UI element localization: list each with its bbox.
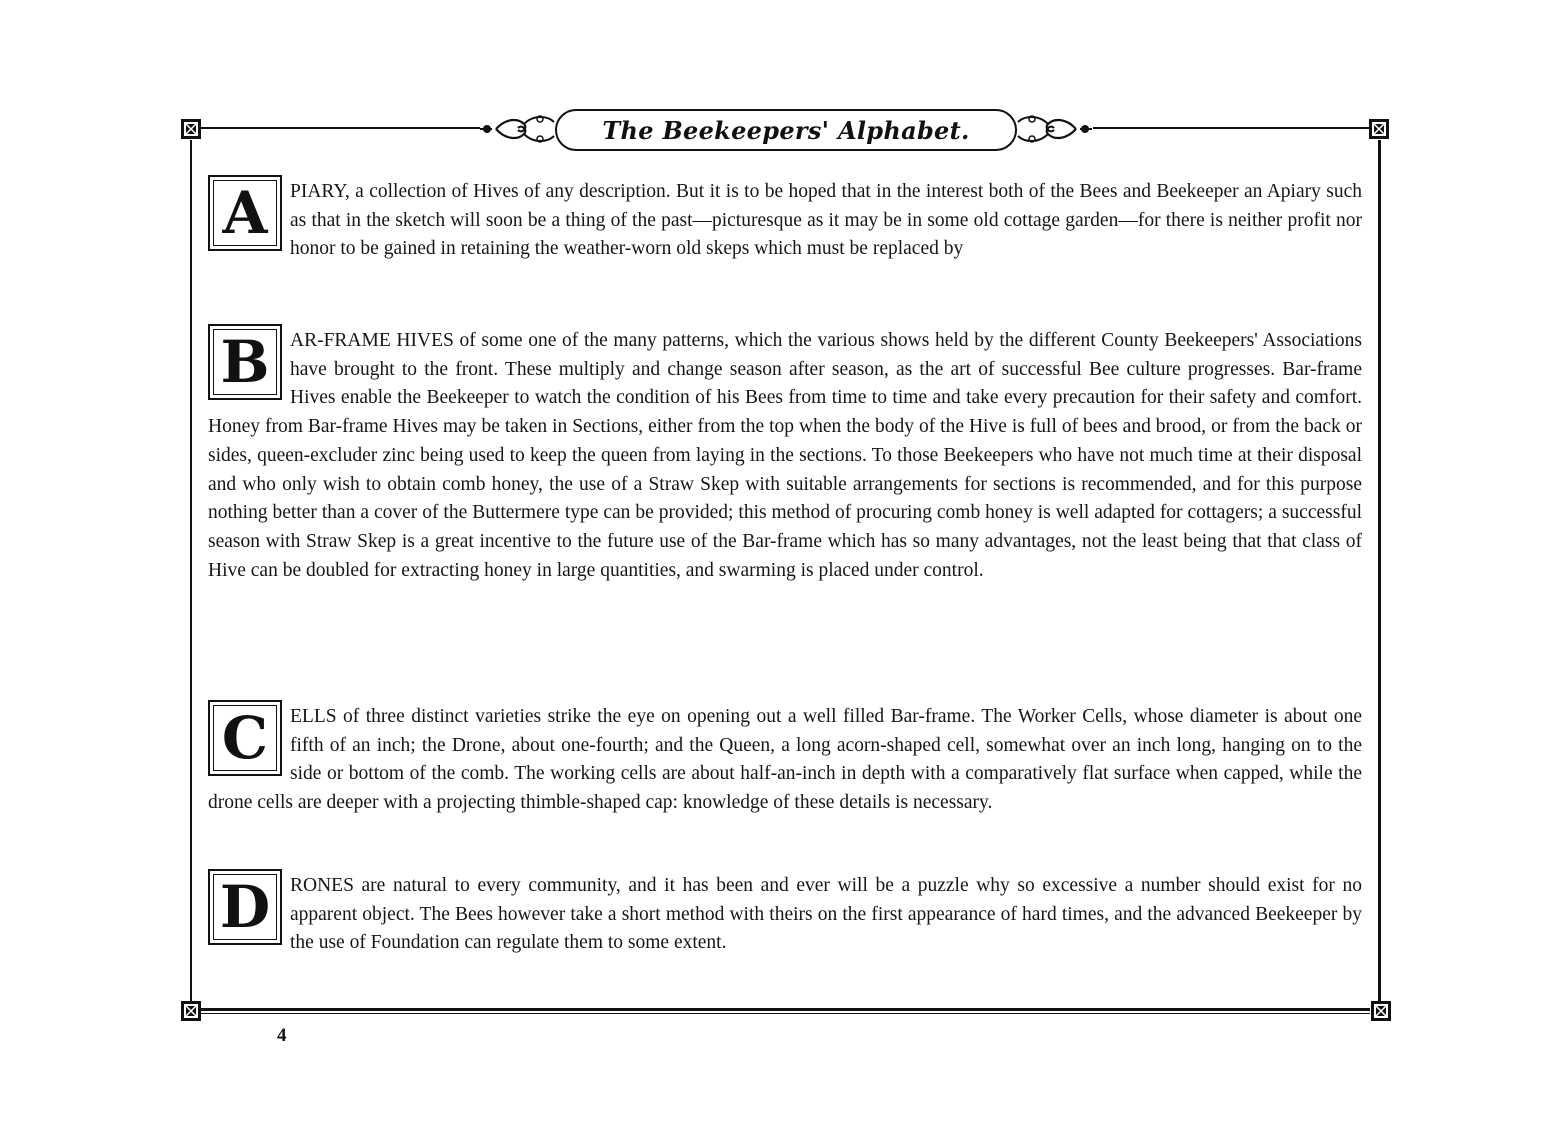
drop-cap-b — [208, 324, 282, 400]
drop-cap-c — [208, 700, 282, 776]
left-border — [190, 140, 192, 1004]
drop-cap-letter: D — [219, 873, 271, 941]
drop-cap-d — [208, 869, 282, 945]
top-rule-right — [1093, 127, 1370, 129]
entry-cells — [208, 703, 1362, 818]
top-rule-left — [198, 127, 480, 129]
bottom-border — [198, 1008, 1370, 1011]
drop-cap-a — [208, 175, 282, 251]
right-border — [1378, 140, 1381, 1004]
corner-ornament-icon — [180, 1000, 202, 1022]
entry-paragraph — [208, 178, 1362, 264]
entry-apiary — [208, 178, 1362, 264]
entry-text: AR-FRAME HIVES of some one of the many patterns, which the various shows held by the different County Beekeepers' Associations have brought to the front. These multiply and change season after season, as the art of successful Bee culture progresses. Bar-frame Hives enable the Beekeeper to watch the condition of his Bees from time to time and take every precaution for their safety and comfort. Honey from Bar-frame Hives may be taken in Sections, either from the top when the body of the Hive is full of bees and brood, or from the back or sides, queen-excluder zinc being used to keep the queen from laying in the sections. To those Beekeepers who have not much time at their disposal and who only wish to obtain comb honey, the use of a Straw Skep with suitable arrangements for sections is recommended, and for this purpose nothing better than a cover of the Buttermere type can be provided; this method of procuring comb honey is well adapted for cottagers; a successful season with Straw Skep is a great incentive to the future use of the Bar-frame which has so many advantages, not the least being that that class of Hive can be doubled for extracting honey in large quantities, and swarming is placed under control. — [208, 330, 1362, 581]
bottom-border-inner — [198, 1013, 1370, 1014]
entry-drones — [208, 872, 1362, 958]
entry-text: PIARY, a collection of Hives of any description. But it is to be hoped that in the interest both of the Bees and Beekeeper an Apiary such as that in the sketch will soon be a thing of the past—picturesque as it may be in some old cottage garden—for there is neither profit nor honor to be gained in retaining the weather-worn old skeps which must be replaced by — [290, 181, 1362, 260]
drop-cap-letter: C — [221, 704, 269, 772]
page-title: The Beekeepers' Alphabet. — [602, 115, 970, 145]
scroll-ornament-right-icon — [1016, 110, 1094, 148]
title-banner — [555, 109, 1017, 151]
corner-ornament-icon — [180, 118, 202, 140]
entry-paragraph — [208, 327, 1362, 585]
drop-cap-letter: A — [222, 179, 268, 247]
corner-ornament-icon — [1370, 1000, 1392, 1022]
entry-text: ELLS of three distinct varieties strike the eye on opening out a well filled Bar-frame. The Worker Cells, whose diameter is about one fifth of an inch; the Drone, about one-fourth; and the Queen, a long acorn-shaped cell, somewhat over an inch long, hanging on to the side or bottom of the comb. The working cells are about half-an-inch in depth with a comparatively flat surface when capped, while the drone cells are deeper with a projecting thimble-shaped cap: knowledge of these details is necessary. — [208, 706, 1362, 814]
scroll-ornament-left-icon — [478, 110, 556, 148]
page-number: 4 — [277, 1025, 287, 1046]
entry-text: RONES are natural to every community, and it has been and ever will be a puzzle why so excessive a number should exist for no apparent object. The Bees however take a short method with theirs on the first appearance of hard times, and the advanced Beekeeper by the use of Foundation can regulate them to some extent. — [290, 875, 1362, 954]
corner-ornament-icon — [1368, 118, 1390, 140]
entry-bar-frame-hives — [208, 327, 1362, 585]
entry-paragraph — [208, 703, 1362, 818]
drop-cap-letter: B — [220, 328, 270, 396]
entry-paragraph — [208, 872, 1362, 958]
